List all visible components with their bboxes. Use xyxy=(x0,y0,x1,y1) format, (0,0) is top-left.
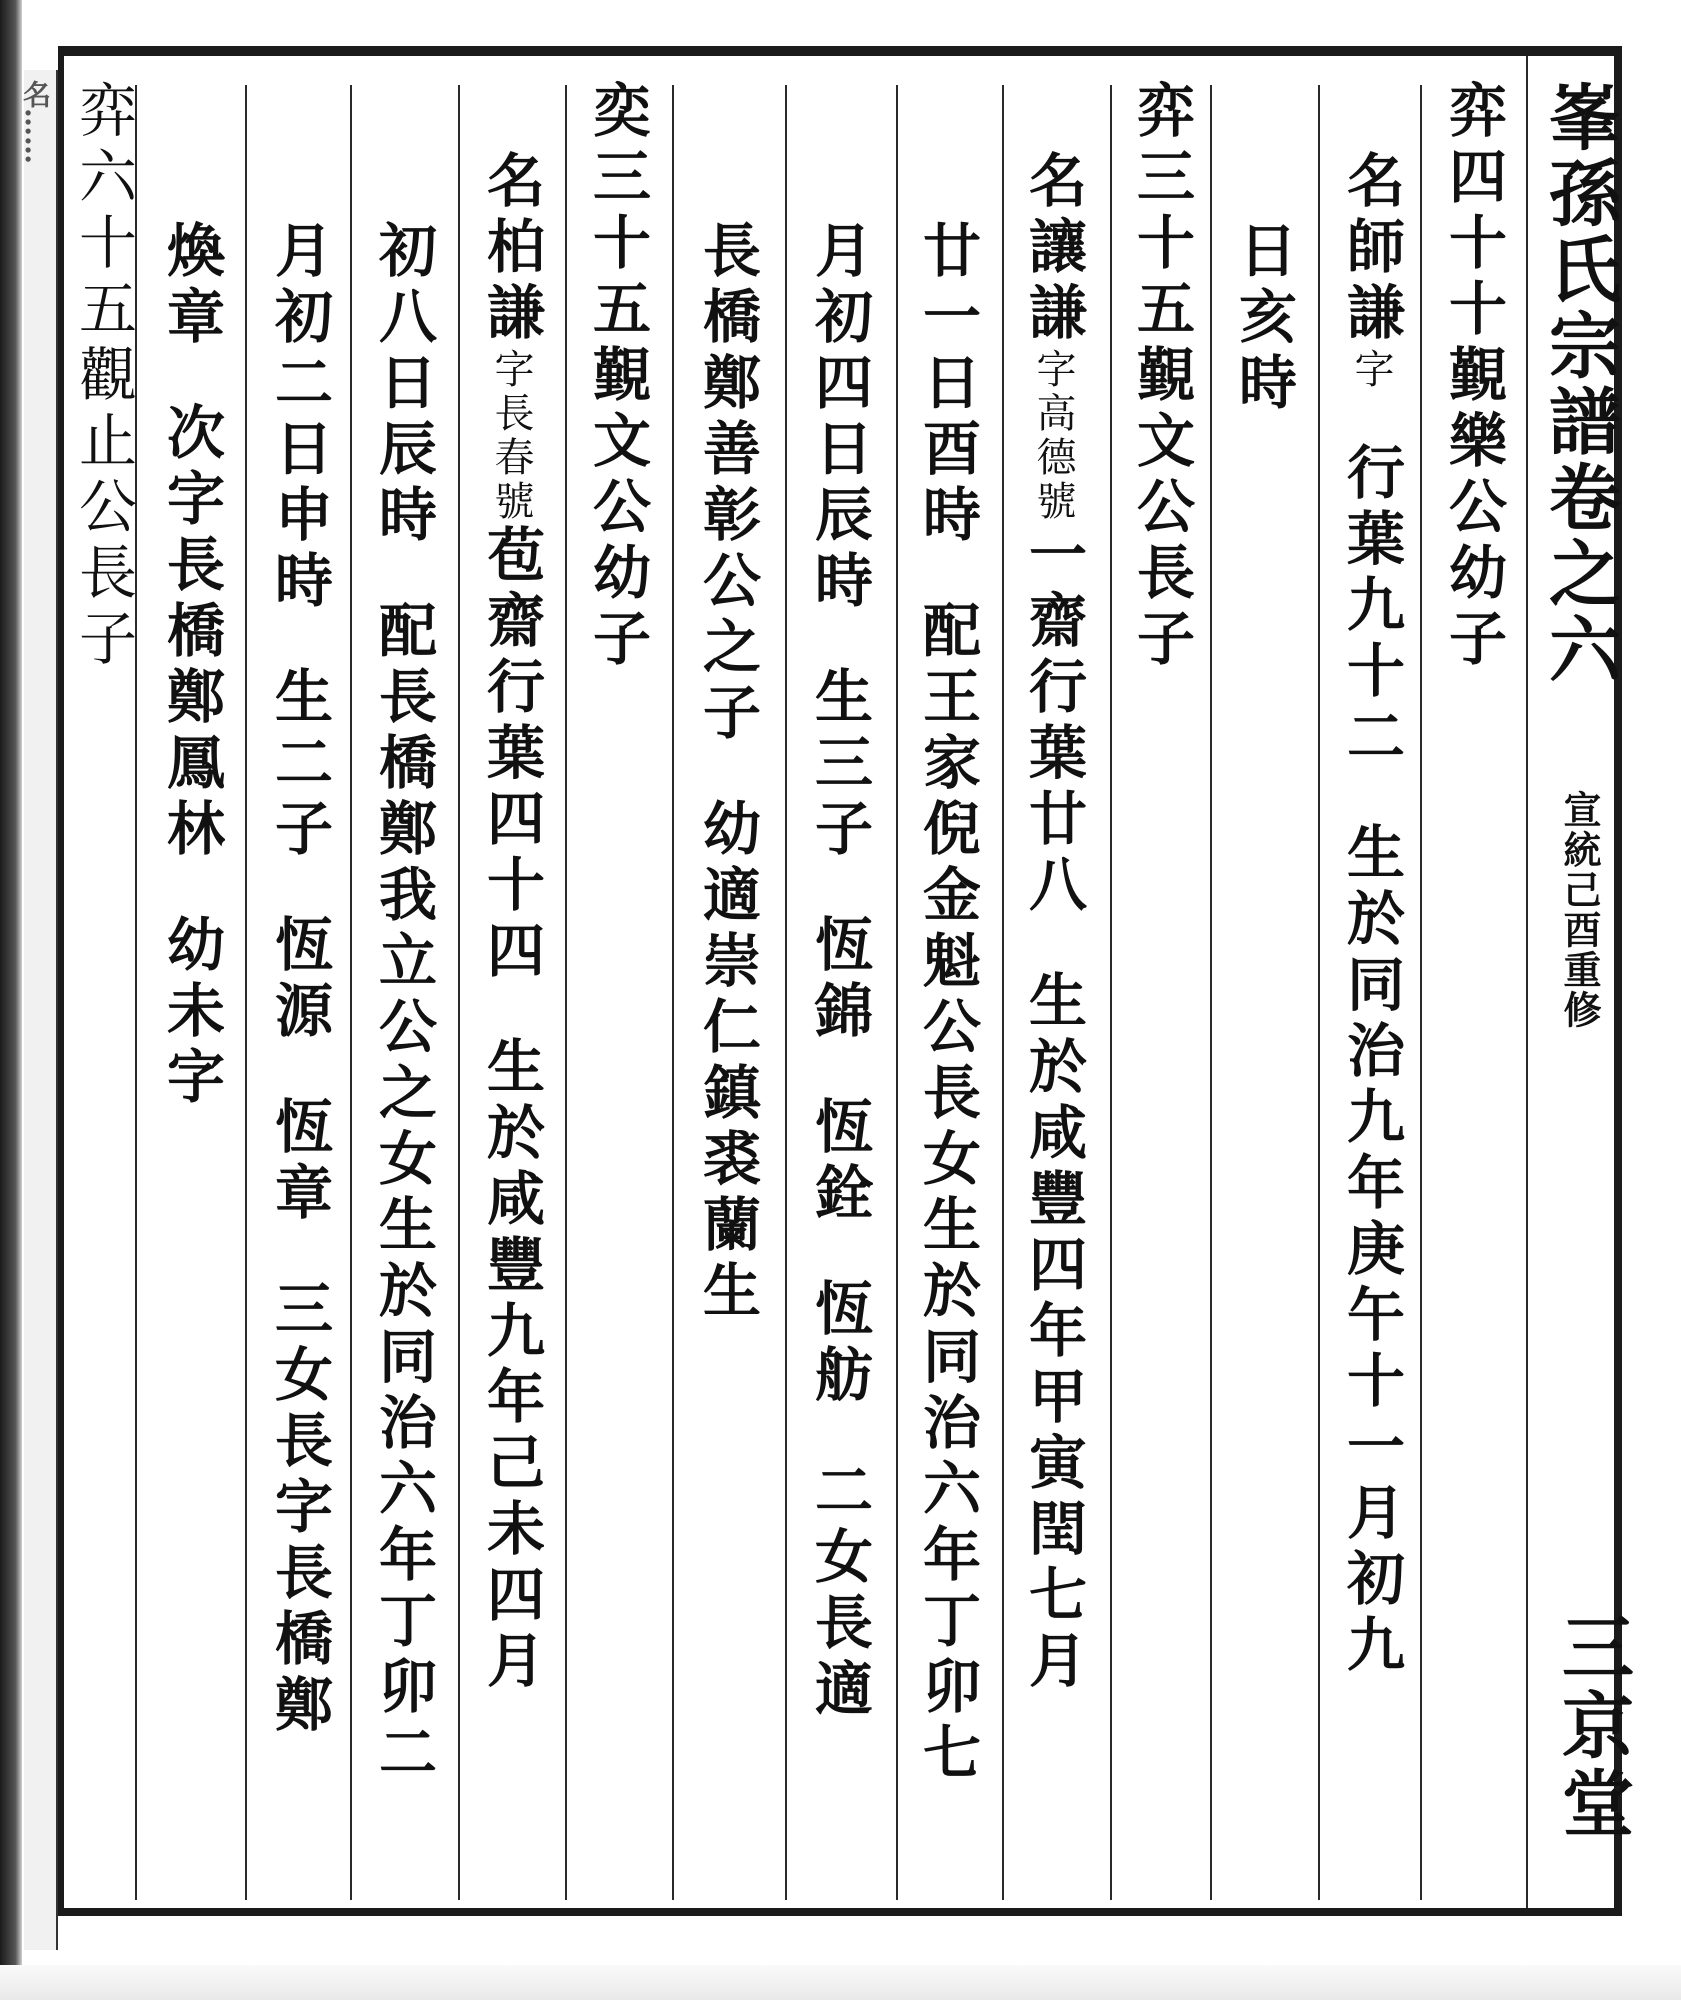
entry-heading xyxy=(584,80,650,674)
rank-text: 行葉九十二 xyxy=(1337,442,1405,772)
column-ruler xyxy=(1002,85,1004,1900)
book-edge-shadow xyxy=(0,0,22,2000)
child-name: 恆銓 xyxy=(805,1096,873,1228)
children-text: 生三子 xyxy=(805,666,873,864)
entry-line xyxy=(806,220,872,1724)
child-name: 恆錦 xyxy=(805,914,873,1046)
volume-text: 卷之六 xyxy=(1537,460,1622,688)
daughters-text: 二女長適 xyxy=(805,1460,873,1724)
name-text: 名師謙 xyxy=(1337,150,1405,348)
column-ruler xyxy=(1210,85,1212,1900)
line-text: 幼未字 xyxy=(157,914,225,1112)
hall-name: 三京堂 xyxy=(1550,1610,1635,1844)
entry-line xyxy=(1338,150,1404,1680)
child-name: 恆舫 xyxy=(805,1278,873,1410)
child-name: 恆章 xyxy=(265,1096,333,1228)
entry-line xyxy=(914,220,980,1788)
name-text: 名讓謙 xyxy=(1019,150,1087,348)
line-text: 長橋鄭善彰公之子 xyxy=(693,220,761,748)
column-ruler xyxy=(1110,85,1112,1900)
small-note: 字長春 xyxy=(488,348,534,480)
column-ruler xyxy=(565,85,567,1900)
small-note: 號 xyxy=(488,480,534,524)
previous-page-text: 名…… xyxy=(19,80,52,164)
column-ruler xyxy=(785,85,787,1900)
rank-text: 一齋行葉廿八 xyxy=(1019,524,1087,920)
frame-left-border xyxy=(58,46,64,1916)
daughters-text: 三女長字長橋鄭 xyxy=(265,1278,333,1740)
column-ruler xyxy=(1318,85,1320,1900)
heading-text: 奕三十五覲文公幼子 xyxy=(583,80,651,674)
small-note: 號 xyxy=(1030,480,1076,524)
entry-line xyxy=(1020,150,1086,1696)
entry-heading xyxy=(1128,80,1194,674)
entry-heading xyxy=(1440,80,1506,674)
birth-text: 生於咸豐九年己未四月 xyxy=(477,1036,545,1696)
line-text: 月初四日辰時 xyxy=(805,220,873,616)
column-ruler xyxy=(896,85,898,1900)
line-text: 幼適崇仁鎮裘蘭生 xyxy=(693,798,761,1326)
entry-line xyxy=(370,220,436,1788)
entry-line xyxy=(694,220,760,1326)
birth-text: 生於咸豐四年甲寅閏七月 xyxy=(1019,970,1087,1696)
entry-line xyxy=(158,220,224,1112)
title-text: 峯孫氏宗譜 xyxy=(1537,80,1622,460)
center-fold-line xyxy=(1526,56,1528,1908)
entry-line xyxy=(1230,220,1296,418)
line-text: 次字長橋鄭鳳林 xyxy=(157,402,225,864)
entry-heading xyxy=(70,80,136,674)
frame-bottom-border xyxy=(60,1908,1620,1916)
spouse-text: 配王家倪金魁公長女生於同治六年丁卯七 xyxy=(913,600,981,1788)
small-note: 字 xyxy=(1348,348,1394,392)
rank-text: 苞齋行葉四十四 xyxy=(477,524,545,986)
entry-line xyxy=(266,220,332,1740)
small-note: 字高德 xyxy=(1030,348,1076,480)
column-ruler xyxy=(458,85,460,1900)
line-text: 月初二日申時 xyxy=(265,220,333,616)
column-ruler xyxy=(245,85,247,1900)
column-ruler xyxy=(350,85,352,1900)
line-text: 日亥時 xyxy=(1229,220,1297,418)
heading-text: 弈三十五覲文公長子 xyxy=(1127,80,1195,674)
line-text: 初八日辰時 xyxy=(369,220,437,550)
column-ruler xyxy=(1420,85,1422,1900)
spouse-text: 配長橋鄭我立公之女生於同治六年丁卯二 xyxy=(369,600,437,1788)
page-bottom-margin xyxy=(0,1965,1681,2000)
previous-page-strip xyxy=(19,70,58,1950)
birth-text: 生於同治九年庚午十一月初九 xyxy=(1337,822,1405,1680)
heading-text: 弈六十五觀止公長子 xyxy=(69,80,137,674)
edition-note: 宣統己酉重修 xyxy=(1557,790,1602,1030)
column-ruler xyxy=(672,85,674,1900)
entry-line xyxy=(478,150,544,1696)
frame-top-border xyxy=(60,46,1620,56)
child-name: 恆源 xyxy=(265,914,333,1046)
line-text: 廿一日酉時 xyxy=(913,220,981,550)
book-title xyxy=(1537,80,1622,688)
heading-text: 弈四十十覲樂公幼子 xyxy=(1439,80,1507,674)
children-text: 生二子 xyxy=(265,666,333,864)
line-text: 煥章 xyxy=(157,220,225,352)
name-text: 名柏謙 xyxy=(477,150,545,348)
